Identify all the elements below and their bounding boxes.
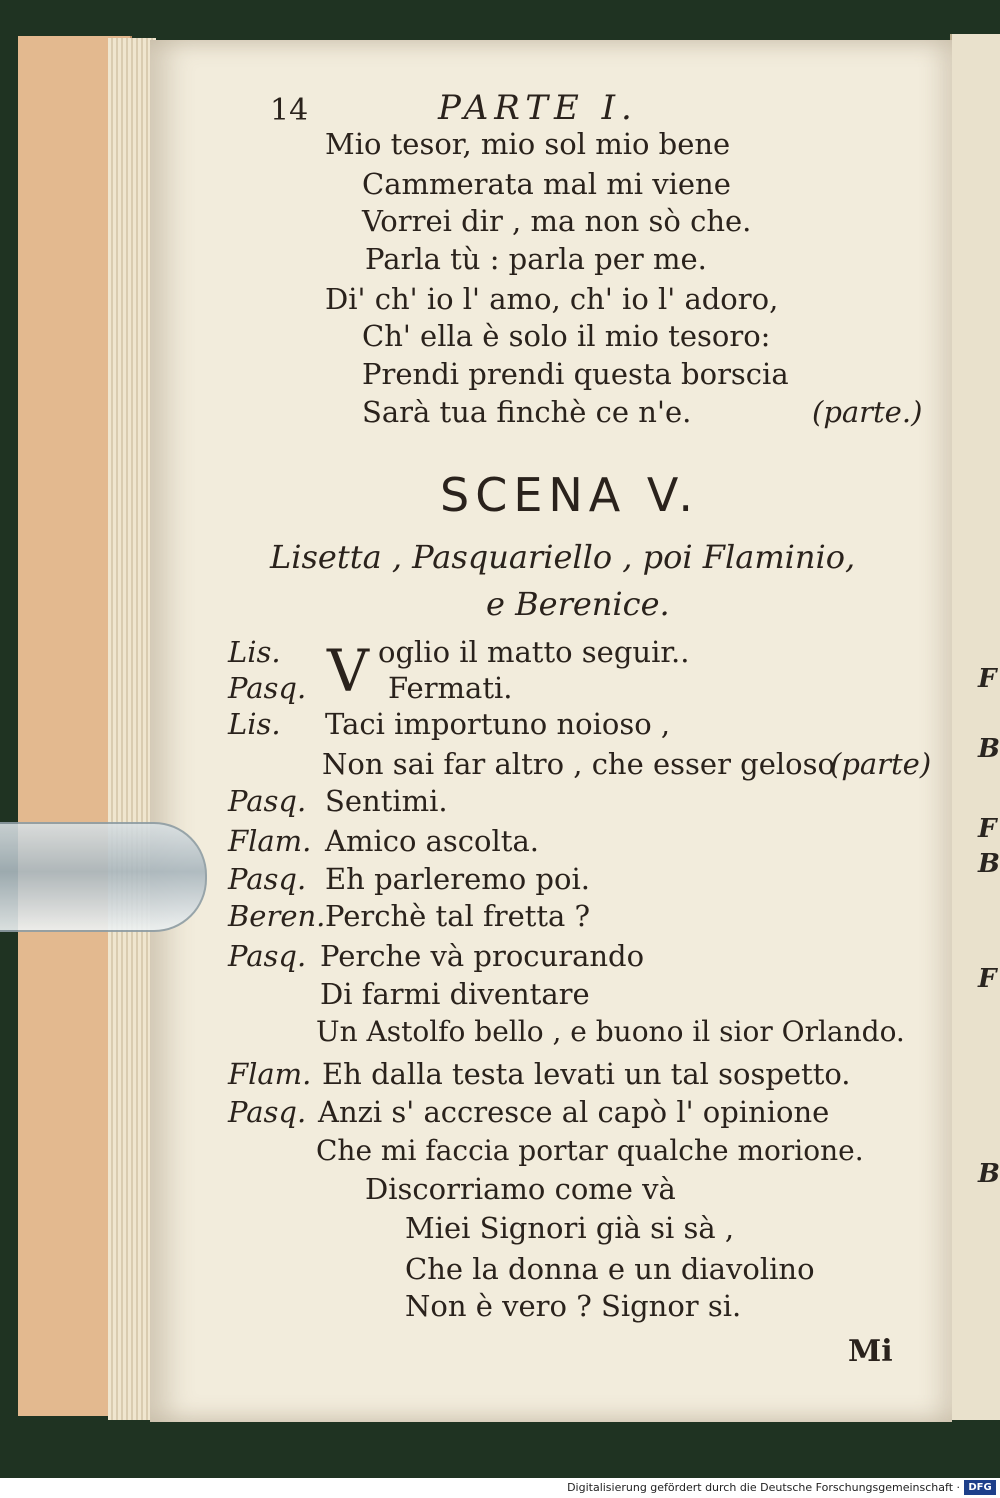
- stage-direction: (parte.): [812, 395, 923, 429]
- dialogue-line: oglio il matto seguir..: [378, 635, 690, 669]
- song-line: Che la donna e un diavolino: [405, 1252, 815, 1286]
- facing-letter: F: [978, 814, 997, 844]
- dialogue-line: Eh dalla testa levati un tal sospetto.: [322, 1057, 851, 1091]
- dialogue-line: Che mi faccia portar qualche morione.: [316, 1134, 864, 1167]
- dialogue-line: Un Astolfo bello , e buono il sior Orlando.: [316, 1015, 905, 1048]
- speaker-label: Pasq.: [228, 1095, 307, 1129]
- catchword: Mi: [848, 1334, 893, 1369]
- dialogue-line: Non sai far altro , che esser geloso: [322, 747, 835, 781]
- stage-direction: (parte): [830, 747, 932, 781]
- facing-letter: F: [978, 664, 997, 694]
- verse-line: Parla tù : parla per me.: [365, 242, 707, 276]
- dialogue-line: Amico ascolta.: [325, 824, 539, 858]
- verse-line: Prendi prendi questa borscia: [362, 357, 789, 391]
- speaker-label: Pasq.: [228, 671, 307, 705]
- speaker-label: Flam.: [228, 824, 312, 858]
- dialogue-line: Sentimi.: [325, 784, 448, 818]
- page-edges: [108, 38, 156, 1420]
- scene-title: SCENA V.: [440, 468, 700, 522]
- verse-line: Mio tesor, mio sol mio bene: [325, 127, 731, 161]
- speaker-label: Flam.: [228, 1057, 312, 1091]
- verse-line: Cammerata mal mi viene: [362, 167, 731, 201]
- verse-line: Ch' ella è solo il mio tesoro:: [362, 319, 771, 353]
- footer-bar: [0, 1478, 1000, 1498]
- dialogue-line: Perche và procurando: [320, 939, 645, 973]
- speaker-label: Pasq.: [228, 939, 307, 973]
- dialogue-line: Eh parleremo poi.: [325, 862, 590, 896]
- speaker-label: Pasq.: [228, 862, 307, 896]
- facing-letter: B: [978, 1159, 1000, 1189]
- speaker-label: Lis.: [228, 707, 281, 741]
- dialogue-line: Fermati.: [388, 671, 513, 705]
- speaker-label: Lis.: [228, 635, 281, 669]
- facing-letter: B: [978, 734, 1000, 764]
- dialogue-line: Anzi s' accresce al capò l' opinione: [318, 1095, 830, 1129]
- facing-letter: B: [978, 849, 1000, 879]
- dialogue-line: Perchè tal fretta ?: [325, 899, 591, 933]
- facing-letter: F: [978, 964, 997, 994]
- dialogue-line: Di farmi diventare: [320, 977, 590, 1011]
- funding-credit: Digitalisierung gefördert durch die Deutsche Forschungsgemeinschaft ·: [567, 1481, 960, 1494]
- page-clip: [0, 822, 207, 932]
- speaker-label: Pasq.: [228, 784, 307, 818]
- cast-list-continued: e Berenice.: [486, 585, 670, 623]
- verse-line: Di' ch' io l' amo, ch' io l' adoro,: [325, 282, 779, 316]
- facing-page-edge: [950, 34, 1000, 1420]
- dialogue-line: Taci importuno noioso ,: [325, 707, 671, 741]
- song-line: Non è vero ? Signor si.: [405, 1289, 742, 1323]
- page-number: 14: [270, 93, 309, 128]
- drop-cap: V: [327, 637, 369, 705]
- speaker-label: Beren.: [228, 899, 326, 933]
- song-line: Miei Signori già si sà ,: [405, 1211, 735, 1245]
- dfg-logo: DFG: [964, 1480, 996, 1495]
- cast-list: Lisetta , Pasquariello , poi Flaminio,: [270, 538, 856, 576]
- song-line: Discorriamo come và: [365, 1172, 676, 1206]
- running-head: PARTE I.: [438, 88, 638, 128]
- verse-line: Vorrei dir , ma non sò che.: [362, 204, 752, 238]
- verse-line: Sarà tua finchè ce n'e.: [362, 395, 692, 429]
